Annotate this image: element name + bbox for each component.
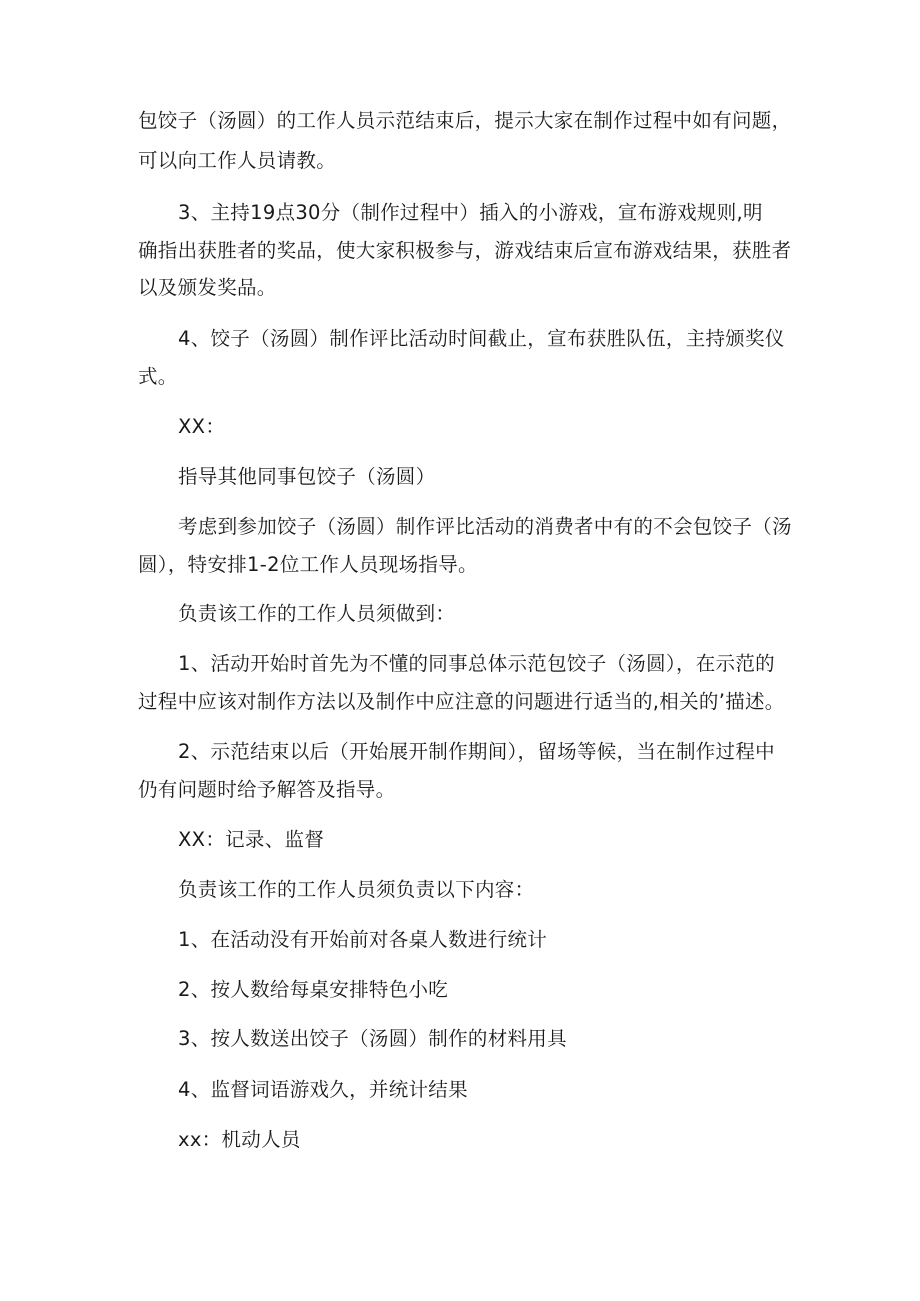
paragraph-line <box>138 687 785 717</box>
text-line: 2、按人数给每桌安排特色小吃 <box>178 978 449 1001</box>
text-line: 可以向工作人员请教。 <box>138 149 337 172</box>
text-line: 1、在活动没有开始前对各桌人数进行统计 <box>178 928 548 951</box>
paragraph-line <box>138 550 478 580</box>
list-item <box>178 925 547 955</box>
text-line: 圆），特安排1-2位工作人员现场指导。 <box>138 553 478 576</box>
text-line: xx：机动人员 <box>178 1128 301 1151</box>
text-line: 指导其他同事包饺子（汤圆） <box>178 465 436 488</box>
paragraph-line <box>138 146 336 176</box>
text-line: 3、主持19点30分（制作过程中）插入的小游戏，宣布游戏规则,明 <box>178 201 763 224</box>
text-line: 3、按人数送出饺子（汤圆）制作的材料用具 <box>178 1027 567 1050</box>
paragraph-line <box>138 106 792 136</box>
text-line: 确指出获胜者的奖品，使大家积极参与，游戏结束后宣布游戏结果，获胜者 <box>138 239 792 262</box>
list-item <box>178 1024 567 1054</box>
paragraph-line <box>138 362 178 392</box>
text-line: 以及颁发奖品。 <box>138 276 277 299</box>
paragraph-line <box>178 875 534 905</box>
paragraph-line <box>138 775 395 805</box>
paragraph-line <box>178 512 792 542</box>
section-heading <box>178 825 324 855</box>
section-heading <box>178 412 225 442</box>
paragraph-line <box>178 324 785 354</box>
text-line: 仍有问题时给予解答及指导。 <box>138 778 396 801</box>
list-item <box>178 1075 468 1105</box>
text-line: 4、监督词语游戏久，并统计结果 <box>178 1078 468 1101</box>
text-line: 考虑到参加饺子（汤圆）制作评比活动的消费者中有的不会包饺子（汤 <box>178 515 792 538</box>
text-line: 4、饺子（汤圆）制作评比活动时间截止，宣布获胜队伍，主持颁奖仪 <box>178 327 785 350</box>
paragraph-line <box>178 198 763 228</box>
text-line: XX：记录、监督 <box>178 828 325 851</box>
paragraph-line <box>138 236 792 266</box>
text-line: 负责该工作的工作人员须做到： <box>178 602 456 625</box>
text-line: 1、活动开始时首先为不懂的同事总体示范包饺子（汤圆），在示范的 <box>178 652 775 675</box>
text-line: 过程中应该对制作方法以及制作中应注意的问题进行适当的,相关的’描述。 <box>138 690 785 713</box>
paragraph-line <box>138 273 277 303</box>
paragraph-line <box>178 599 455 629</box>
paragraph-line <box>178 462 435 492</box>
paragraph-line <box>178 649 775 679</box>
text-line: 式。 <box>138 365 178 388</box>
list-item <box>178 975 448 1005</box>
text-line: 2、示范结束以后（开始展开制作期间），留场等候，当在制作过程中 <box>178 740 775 763</box>
paragraph-line <box>178 737 775 767</box>
text-line: 负责该工作的工作人员须负责以下内容： <box>178 878 535 901</box>
text-line: 包饺子（汤圆）的工作人员示范结束后，提示大家在制作过程中如有问题， <box>138 109 792 132</box>
section-heading <box>178 1125 301 1155</box>
text-line: XX： <box>178 415 226 438</box>
